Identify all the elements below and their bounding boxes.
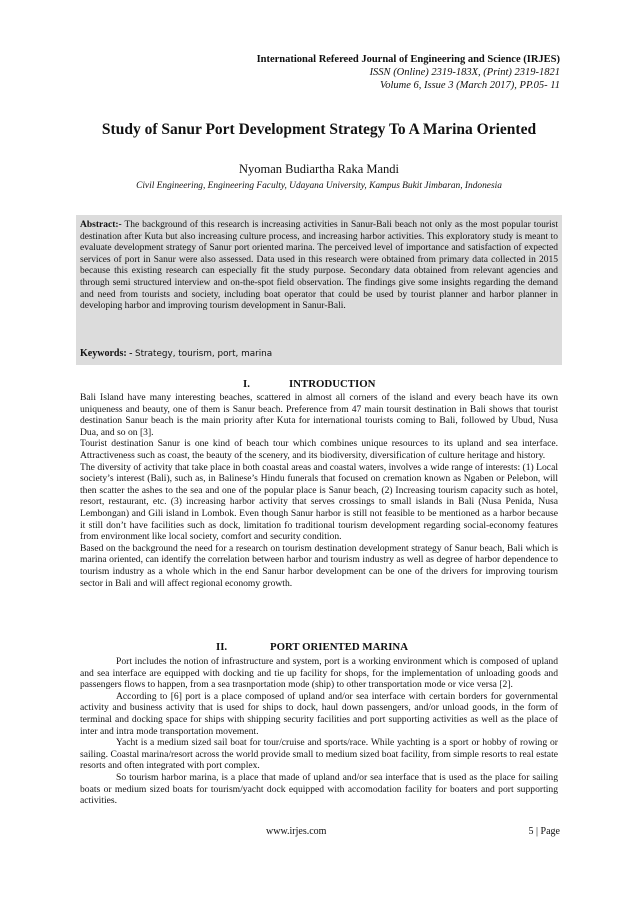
paragraph: So tourism harbor marina, is a place that made of upland and/or sea interface that is used as the place for sailing boats or medium sized boats for tourism/yacht dock equipped with accomodation facility for boaters and port supporting activities. [80,771,558,807]
paragraph: Port includes the notion of infrastructure and system, port is a working environment which is composed of upland and sea interface are equipped with docking and tie up facility for shops, for the implementation of unloading goods and passengers flows to happen, from a sea trasnportation mode (ship) to other transportation mode or vice versa [2]. [80,656,558,691]
journal-name: International Refereed Journal of Engineering and Science (IRJES) [256,54,560,65]
journal-header [257,53,560,92]
journal-volume: Volume 6, Issue 3 (March 2017), PP.05- 11 [379,80,560,91]
paragraph: The diversity of activity that take place in both coastal areas and coastal waters, involves a wide range of interests: (1) Local society’s interest (Bali), such as, in Balinese’s Hindu funerals that focused on cremation known as Ngaben or Pelebon, will then scatter the ashes to the sea and one of the popular place is Sanur beach, (2) Increasing tourism capacity such as hotel, resort, restaurant, etc. (3) increasing harbor activity that serves crossings to small islands in Bali (Nusa Penida, Nusa Lembongan) and Gili island in Lombok. Even though Sanur harbor is still not feasible to be mentioned as a harbor because it still don’t have facilities such as dock, limitation fo traditional tourism development regarding social-economy features from environment like local society, comfort and security condition. [80,461,558,543]
footer-page-number: 5 | Page [528,826,560,837]
section-2-number: II. [216,641,228,653]
footer-url[interactable]: www.irjes.com [266,826,327,837]
keywords-text: Strategy, tourism, port, marina [135,349,273,359]
paragraph: Yacht is a medium sized sail boat for tour/cruise and sports/race. While yachting is a sport or hobby of rowing or sailing. Coastal marina/resort across the world provide small to medium sized boat facility, from simple resorts to real estate resorts and often integrated with port complex. [80,737,558,772]
keywords [80,348,558,359]
section-1-body [80,392,558,589]
abstract-text: The background of this research is increasing activities in Sanur-Bali beach not only as the most popular tourist destination after Kuta but also increasing culture process, and increasing harbor activities. This exploratory study is meant to evaluate development strategy of Sanur port oriented marina. The perceived level of importance and satisfaction of expected services of port in Sanur were also assessed. Data used in this research were obtained from primary data collected in 2015 because this existing research can especially fit the study purpose. Secondary data obtained from relevant agencies and through semi structured interview and on-the-spot field observation. The findings give some insights regarding the demand and need from tourists and society, including boat operator that could be used by tourist planner and harbor planner in developing harbor and improving tourism development in Sanur-Bali. [80,220,558,312]
paper-affiliation: Civil Engineering, Engineering Faculty, Udayana University, Kampus Bukit Jimbaran, Indonesia [136,181,502,191]
paragraph: Tourist destination Sanur is one kind of beach tour which combines unique resources to its upland and sea interface. Attractiveness such as coast, the beauty of the scenery, and its biodiversity, diversification of culture heritage and history. [80,438,558,461]
paragraph: Based on the background the need for a research on tourism destination development strategy of Sanur beach, Bali which is marina oriented, can identify the correlation between harbor and tourism industry as well as degree of harbor dependence to tourism industry as a whole which in the end Sanur harbor development can be one of the drivers for improving tourism sector in Bali and will affect regional economy growth. [80,542,558,589]
keywords-label: Keywords: - [80,348,133,359]
section-2-heading: PORT ORIENTED MARINA [270,641,408,653]
abstract-label: Abstract:- [80,220,122,230]
section-1-number: I. [243,378,250,390]
section-2-body [80,656,558,807]
paragraph: According to [6] port is a place composed of upland and/or sea interface with certain borders for governmental activity and business activity that is used for ships to dock, haul down passengers, and/or unload goods, in the form of terminal and docking space for ships with shipping security facilities and port supporting activities as well as the place of inter and intra mode transportation movement. [80,690,558,737]
paper-author: Nyoman Budiartha Raka Mandi [238,162,400,176]
paragraph: Bali Island have many interesting beaches, scattered in almost all corners of the island and every beach have its own uniqueness and beauty, one of them is Sanur beach. Preference from 47 main toursit destination in Bali shows that tourist destination Sanur beach is the main priority after Kuta for international tourists coming to Bali, followed by Ubud, Nusa Dua, and so on [3]. [80,392,558,438]
paper-title: Study of Sanur Port Development Strategy To A Marina Oriented [101,121,537,138]
abstract [80,220,558,313]
section-1-heading: INTRODUCTION [289,378,376,390]
journal-issn: ISSN (Online) 2319-183X, (Print) 2319-1821 [369,67,560,78]
